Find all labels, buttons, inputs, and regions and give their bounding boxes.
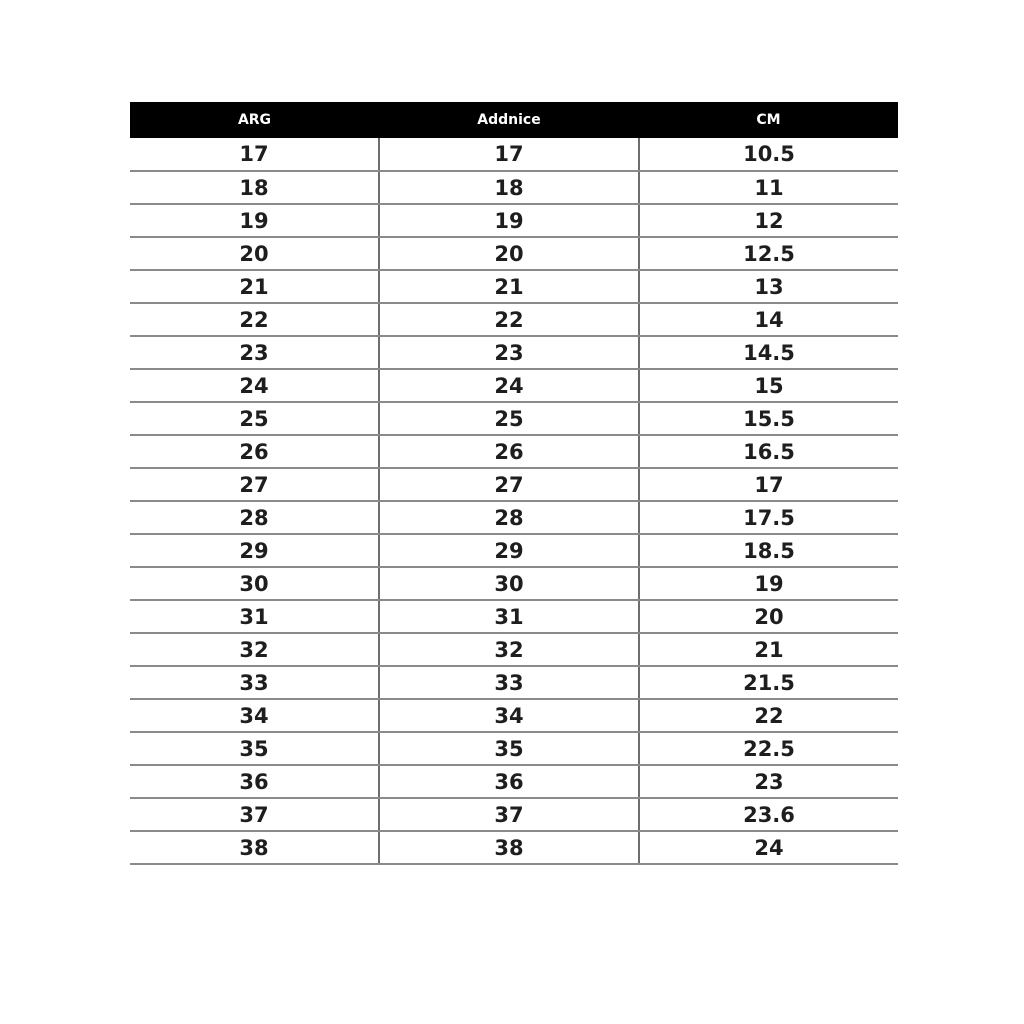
cell-arg: 23 [130, 336, 379, 369]
cell-cm: 21.5 [639, 666, 898, 699]
cell-cm: 16.5 [639, 435, 898, 468]
cell-cm: 20 [639, 600, 898, 633]
table-row [130, 138, 898, 171]
cell-arg: 36 [130, 765, 379, 798]
cell-cm: 15 [639, 369, 898, 402]
cell-addnice: 30 [379, 567, 639, 600]
table-row [130, 204, 898, 237]
cell-addnice: 29 [379, 534, 639, 567]
cell-cm: 14 [639, 303, 898, 336]
table-row [130, 402, 898, 435]
cell-addnice: 35 [379, 732, 639, 765]
cell-arg: 35 [130, 732, 379, 765]
table-row [130, 732, 898, 765]
cell-cm: 10.5 [639, 138, 898, 171]
cell-addnice: 33 [379, 666, 639, 699]
table-row [130, 600, 898, 633]
cell-addnice: 32 [379, 633, 639, 666]
table-body [130, 138, 898, 864]
cell-addnice: 36 [379, 765, 639, 798]
cell-addnice: 34 [379, 699, 639, 732]
cell-cm: 23.6 [639, 798, 898, 831]
cell-cm: 19 [639, 567, 898, 600]
table-row [130, 633, 898, 666]
header-arg: ARG [130, 102, 379, 138]
cell-arg: 21 [130, 270, 379, 303]
cell-arg: 26 [130, 435, 379, 468]
table-row [130, 468, 898, 501]
table-row [130, 171, 898, 204]
cell-cm: 17.5 [639, 501, 898, 534]
table-row [130, 336, 898, 369]
header-row [130, 102, 898, 138]
cell-arg: 24 [130, 369, 379, 402]
cell-addnice: 20 [379, 237, 639, 270]
cell-addnice: 31 [379, 600, 639, 633]
cell-arg: 20 [130, 237, 379, 270]
cell-addnice: 28 [379, 501, 639, 534]
cell-cm: 11 [639, 171, 898, 204]
cell-addnice: 27 [379, 468, 639, 501]
cell-cm: 14.5 [639, 336, 898, 369]
table-row [130, 666, 898, 699]
cell-arg: 19 [130, 204, 379, 237]
cell-addnice: 24 [379, 369, 639, 402]
cell-cm: 22 [639, 699, 898, 732]
cell-addnice: 17 [379, 138, 639, 171]
cell-cm: 12.5 [639, 237, 898, 270]
table-header [130, 102, 898, 138]
cell-cm: 17 [639, 468, 898, 501]
cell-cm: 12 [639, 204, 898, 237]
header-cm: CM [639, 102, 898, 138]
cell-arg: 17 [130, 138, 379, 171]
cell-arg: 22 [130, 303, 379, 336]
table-row [130, 534, 898, 567]
cell-arg: 29 [130, 534, 379, 567]
header-addnice: Addnice [379, 102, 639, 138]
table-row [130, 435, 898, 468]
cell-cm: 18.5 [639, 534, 898, 567]
cell-addnice: 22 [379, 303, 639, 336]
cell-addnice: 21 [379, 270, 639, 303]
cell-cm: 13 [639, 270, 898, 303]
cell-addnice: 37 [379, 798, 639, 831]
table-row [130, 369, 898, 402]
table-row [130, 765, 898, 798]
cell-cm: 21 [639, 633, 898, 666]
cell-addnice: 23 [379, 336, 639, 369]
cell-cm: 22.5 [639, 732, 898, 765]
cell-arg: 25 [130, 402, 379, 435]
table-row [130, 567, 898, 600]
table-row [130, 798, 898, 831]
cell-arg: 33 [130, 666, 379, 699]
size-chart-table [130, 102, 898, 865]
cell-arg: 32 [130, 633, 379, 666]
cell-arg: 18 [130, 171, 379, 204]
table-row [130, 501, 898, 534]
table-row [130, 270, 898, 303]
cell-arg: 28 [130, 501, 379, 534]
cell-arg: 34 [130, 699, 379, 732]
cell-arg: 27 [130, 468, 379, 501]
table-row [130, 237, 898, 270]
cell-arg: 31 [130, 600, 379, 633]
table-row [130, 303, 898, 336]
cell-cm: 24 [639, 831, 898, 864]
cell-cm: 23 [639, 765, 898, 798]
table-row [130, 831, 898, 864]
cell-addnice: 26 [379, 435, 639, 468]
cell-addnice: 18 [379, 171, 639, 204]
cell-cm: 15.5 [639, 402, 898, 435]
cell-addnice: 19 [379, 204, 639, 237]
cell-addnice: 25 [379, 402, 639, 435]
cell-addnice: 38 [379, 831, 639, 864]
table-row [130, 699, 898, 732]
cell-arg: 37 [130, 798, 379, 831]
cell-arg: 30 [130, 567, 379, 600]
cell-arg: 38 [130, 831, 379, 864]
